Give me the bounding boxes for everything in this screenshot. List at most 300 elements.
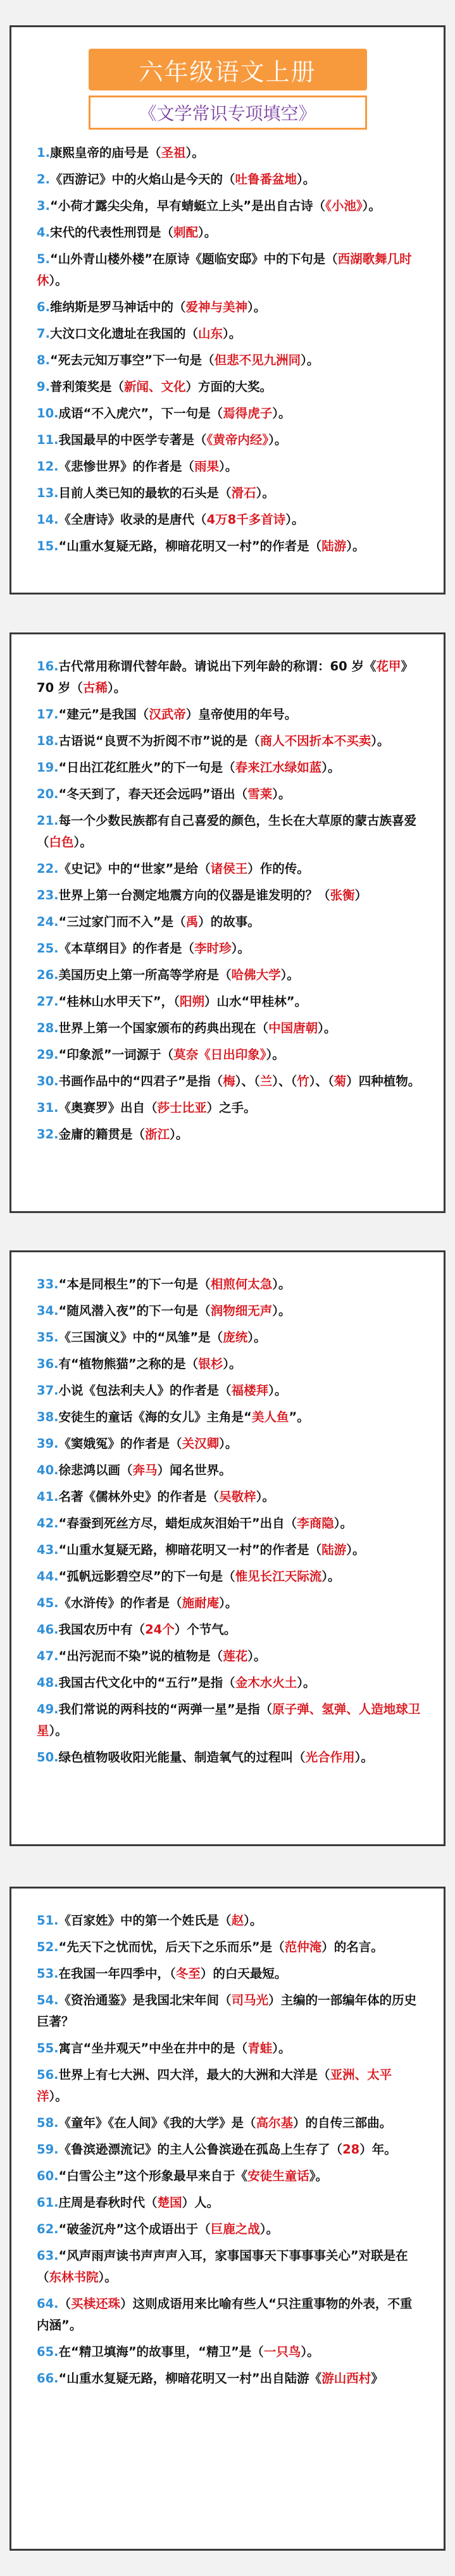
- answer-text: 李商隐: [297, 1516, 334, 1531]
- question-text: 《奥赛罗》出自（: [58, 1100, 158, 1115]
- question-item: [37, 1619, 422, 1641]
- question-text: ）山水“甲桂林”。: [204, 994, 308, 1009]
- answer-text: 买椟还珠: [71, 2296, 121, 2311]
- question-list: [11, 1889, 444, 2389]
- question-item: [37, 1963, 422, 1985]
- question-number: 8.: [37, 353, 50, 367]
- answer-text: 4万8千多首诗: [206, 512, 286, 527]
- question-text: “小荷才露尖尖角，早有蜻蜓立上头”是出自古诗（: [49, 199, 326, 213]
- question-number: 26.: [37, 968, 59, 982]
- answer-text: 28: [342, 2142, 360, 2157]
- answer-text: 汉武帝: [149, 707, 186, 722]
- question-number: 41.: [37, 1489, 59, 1504]
- question-text: 《悲惨世界》的作者是（: [58, 459, 195, 474]
- question-text: ）作的传。: [247, 861, 309, 876]
- question-number: 38.: [37, 1410, 59, 1424]
- question-text: ）。: [185, 145, 204, 160]
- question-text: “孤帆远影碧空尽”的下一句是（: [58, 1569, 235, 1584]
- question-number: 11.: [37, 433, 59, 447]
- question-item: [37, 2166, 422, 2187]
- answer-text: 雪莱: [247, 787, 273, 801]
- answer-text: 滑石: [231, 486, 256, 500]
- question-number: 18.: [37, 734, 59, 748]
- question-text: 书画作品中的“四君子”是指（: [58, 1074, 223, 1088]
- answer-text: 奔马: [132, 1463, 158, 1477]
- question-number: 60.: [37, 2169, 59, 2183]
- answer-text: 爱神与美神: [185, 300, 248, 314]
- question-text: “出污泥而不染”说的植物是（: [58, 1649, 223, 1663]
- question-text: ）。: [268, 1383, 287, 1398]
- question-item: [37, 1124, 422, 1145]
- question-text: ）、（: [309, 1074, 334, 1088]
- question-text: ）。: [280, 968, 299, 982]
- answer-text: 赵: [231, 1913, 244, 1928]
- question-text: ）这则成语用来比喻有些人“只注重事物的外表，不重内涵”。: [37, 2296, 413, 2333]
- question-text: 《全唐诗》收录的是唐代（: [58, 512, 207, 527]
- question-number: 52.: [37, 1940, 59, 1954]
- question-number: 61.: [37, 2195, 59, 2210]
- question-text: ）。: [244, 1913, 263, 1928]
- question-item: [37, 1460, 422, 1481]
- question-number: 53.: [37, 1966, 59, 1981]
- answer-text: 中国唐朝: [268, 1021, 318, 1035]
- section-card-4: [9, 1887, 446, 2551]
- question-text: ）闻名世界。: [157, 1463, 232, 1477]
- answer-text: 春来江水绿如蓝: [235, 760, 322, 775]
- question-text: ）皇帝使用的年号。: [185, 707, 297, 722]
- question-number: 59.: [37, 2142, 59, 2157]
- question-text: 我国最早的中医学专著是（: [58, 433, 207, 447]
- question-item: [37, 730, 422, 752]
- answer-text: 美人鱼: [251, 1410, 289, 1424]
- answer-text: 李时珍: [194, 941, 232, 956]
- question-number: 13.: [37, 486, 59, 500]
- answer-text: 莫奈《日出印象》: [173, 1047, 266, 1062]
- question-text: ）。: [321, 1569, 340, 1584]
- answer-text: 莲花: [223, 1649, 248, 1663]
- question-item: [37, 1646, 422, 1667]
- question-item: [37, 1990, 422, 2033]
- question-number: 2.: [37, 172, 50, 187]
- section-card-3: [9, 1250, 446, 1846]
- answer-text: 青蛙: [247, 2041, 273, 2055]
- question-text: ）的故事。: [198, 915, 260, 929]
- question-text: ”。: [289, 1410, 309, 1424]
- question-number: 58.: [37, 2116, 59, 2130]
- question-text: “随风潜入夜”的下一句是（: [58, 1303, 211, 1318]
- question-text: ）。: [346, 539, 365, 553]
- question-text: （: [58, 2296, 72, 2311]
- question-text: ）。: [301, 2345, 320, 2359]
- question-text: 《史记》中的“世家”是给（: [58, 861, 211, 876]
- question-text: ）的名言。: [321, 1940, 383, 1954]
- question-text: ）。: [321, 760, 340, 775]
- question-text: 世界上有七大洲、四大洋，最大的大洲和大洋是（: [58, 2068, 330, 2082]
- question-item: [37, 911, 422, 933]
- question-item: [37, 757, 422, 779]
- answer-text: 司马光: [231, 1993, 269, 2007]
- question-number: 66.: [37, 2371, 59, 2386]
- question-text: “山重水复疑无路，柳暗花明又一村”出自陆游《: [58, 2371, 322, 2386]
- question-text: ）。: [346, 1543, 365, 1557]
- answer-text: 菊: [333, 1074, 347, 1088]
- question-text: “建元”是我国（: [58, 707, 149, 722]
- answer-text: 施耐庵: [182, 1596, 220, 1610]
- question-item: [37, 1539, 422, 1561]
- question-number: 30.: [37, 1074, 59, 1088]
- answer-text: 惟见长江天际流: [235, 1569, 322, 1584]
- question-text: ）: [354, 888, 368, 903]
- question-item: [37, 1747, 422, 1768]
- answer-text: 西湖歌舞几时休: [37, 252, 412, 288]
- question-item: [37, 509, 422, 531]
- question-number: 7.: [37, 326, 50, 341]
- question-list: [11, 130, 444, 557]
- question-item: [37, 249, 422, 292]
- question-text: 我国农历中有（: [58, 1622, 146, 1637]
- answer-text: 刺配: [173, 225, 199, 240]
- question-text: ）。: [247, 300, 266, 314]
- question-item: [37, 656, 422, 699]
- question-number: 21.: [37, 813, 59, 828]
- question-number: 40.: [37, 1463, 59, 1477]
- question-number: 9.: [37, 379, 50, 394]
- question-text: ）。: [259, 2222, 278, 2236]
- question-number: 32.: [37, 1127, 59, 1142]
- answer-text: 高尔基: [256, 2116, 294, 2130]
- question-number: 55.: [37, 2041, 59, 2055]
- question-item: [37, 1327, 422, 1348]
- question-text: “白雪公主”这个形象最早来自于《: [58, 2169, 248, 2183]
- question-text: 《本草纲目》的作者是（: [58, 941, 195, 956]
- question-text: 世界上第一台测定地震方向的仪器是谁发明的？（: [58, 888, 330, 903]
- question-number: 25.: [37, 941, 59, 956]
- question-text: 我们常说的两科技的“两弹一星”是指（: [58, 1702, 273, 1716]
- question-text: 绿色植物吸收阳光能量、制造氧气的过程叫（: [58, 1750, 306, 1765]
- answer-text: 冬至: [175, 1966, 201, 1981]
- question-number: 35.: [37, 1330, 59, 1345]
- question-text: 古语说“良贾不为折阅不市”说的是（: [58, 734, 260, 748]
- question-item: [37, 2368, 422, 2389]
- question-text: 庄周是春秋时代（: [58, 2195, 158, 2210]
- question-number: 22.: [37, 861, 59, 876]
- answer-text: 商人不因折本不买卖: [259, 734, 371, 748]
- question-item: [37, 858, 422, 880]
- question-item: [37, 142, 422, 164]
- question-number: 12.: [37, 459, 59, 474]
- question-item: [37, 1274, 422, 1295]
- question-item: [37, 1566, 422, 1587]
- question-text: “冬天到了，春天还会远吗”语出（: [58, 787, 248, 801]
- question-item: [37, 991, 422, 1013]
- question-text: 世界上第一个国家颁布的药典出现在（: [58, 1021, 269, 1035]
- question-text: ）、（: [272, 1074, 297, 1088]
- question-text: 宋代的代表性刑罚是（: [49, 225, 173, 240]
- question-text: “先天下之忧而忧，后天下之乐而乐”是（: [58, 1940, 285, 1954]
- question-item: [37, 429, 422, 451]
- question-text: ）、（: [235, 1074, 260, 1088]
- question-item: [37, 885, 422, 906]
- question-text: ）。: [266, 1047, 285, 1062]
- question-text: “山重水复疑无路，柳暗花明又一村”的作者是（: [58, 1543, 322, 1557]
- question-number: 6.: [37, 300, 50, 314]
- question-item: [37, 1353, 422, 1375]
- answer-text: 哈佛大学: [231, 968, 281, 982]
- question-text: “日出江花红胜火”的下一句是（: [58, 760, 235, 775]
- answer-text: 庞统: [223, 1330, 248, 1345]
- question-number: 29.: [37, 1047, 59, 1062]
- question-text: 《百家姓》中的第一个姓氏是（: [58, 1913, 232, 1928]
- question-number: 15.: [37, 539, 59, 553]
- question-item: [37, 784, 422, 805]
- answer-text: 诸侯王: [210, 861, 248, 876]
- question-text: 美国历史上第一所高等学府是（: [58, 968, 232, 982]
- question-number: 4.: [37, 225, 50, 240]
- answer-text: 禹: [185, 915, 199, 929]
- answer-text: 白色: [49, 835, 74, 849]
- question-text: 《西游记》中的火焰山是今天的（: [49, 172, 235, 187]
- question-item: [37, 2112, 422, 2134]
- question-text: 目前人类已知的最软的石头是（: [58, 486, 232, 500]
- answer-text: 吐鲁番盆地: [235, 172, 297, 187]
- question-text: ）。: [247, 1649, 266, 1663]
- question-item: [37, 456, 422, 478]
- answer-text: 古稀: [82, 681, 108, 695]
- question-number: 37.: [37, 1383, 59, 1398]
- question-text: ）。: [223, 1357, 242, 1371]
- question-text: “风声雨声读书声声声入耳，家事国事天下事事事关心”对联是在（: [37, 2248, 408, 2284]
- question-text: 》: [371, 2371, 383, 2386]
- question-text: 古代常用称谓代替年龄。请说出下列年龄的称谓：60 岁《: [58, 659, 377, 674]
- answer-text: 原子弹、氢弹、人造地球卫星: [37, 1702, 421, 1738]
- answer-text: 《小池》: [325, 199, 363, 213]
- question-item: [37, 2064, 422, 2107]
- question-number: 1.: [37, 145, 50, 160]
- section-card-1: [9, 25, 446, 595]
- question-list: [11, 1252, 444, 1768]
- answer-text: 安徒生童话: [247, 2169, 309, 2183]
- answer-text: 浙江: [145, 1127, 170, 1142]
- question-text: “山外青山楼外楼”在原诗《题临安邸》中的下句是（: [49, 252, 338, 266]
- question-text: ）。: [301, 353, 320, 367]
- question-text: ）。: [219, 1436, 238, 1451]
- question-text: 我国古代文化中的“五行”是指（: [58, 1675, 235, 1690]
- question-number: 23.: [37, 888, 59, 903]
- question-number: 14.: [37, 512, 59, 527]
- question-number: 42.: [37, 1516, 59, 1531]
- question-number: 20.: [37, 787, 59, 801]
- answer-text: 雨果: [194, 459, 220, 474]
- answer-text: 兰: [259, 1074, 273, 1088]
- question-item: [37, 2219, 422, 2240]
- question-text: ）。: [297, 172, 316, 187]
- question-item: [37, 169, 422, 190]
- answer-text: 焉得虎子: [223, 406, 273, 421]
- question-text: 小说《包法利夫人》的作者是（: [58, 1383, 232, 1398]
- question-item: [37, 323, 422, 345]
- answer-text: 游山西村: [321, 2371, 371, 2386]
- question-text: 普利策奖是（: [49, 379, 124, 394]
- question-text: 名著《儒林外史》的作者是（: [58, 1489, 220, 1504]
- answer-text: 陆游: [321, 1543, 347, 1557]
- question-text: 大汶口文化遗址在我国的（: [49, 326, 198, 341]
- question-number: 45.: [37, 1596, 59, 1610]
- question-item: [37, 1300, 422, 1322]
- question-text: ）。: [223, 326, 242, 341]
- answer-text: 东林书院: [49, 2270, 99, 2284]
- question-text: “三过家门而不入”是（: [58, 915, 186, 929]
- question-number: 64.: [37, 2296, 59, 2311]
- answer-text: 竹: [297, 1074, 309, 1088]
- question-item: [37, 938, 422, 959]
- question-item: [37, 1044, 422, 1066]
- question-item: [37, 964, 422, 986]
- question-text: ）。: [272, 2041, 291, 2055]
- question-text: 每一个少数民族都有自己喜爱的颜色，生长在大草原的蒙古族喜爱（: [37, 813, 417, 849]
- question-text: ）。: [198, 225, 217, 240]
- question-item: [37, 2293, 422, 2336]
- question-item: [37, 2341, 422, 2363]
- question-item: [37, 1699, 422, 1742]
- question-text: 《三国演义》中的“凤雏”是（: [58, 1330, 223, 1345]
- question-item: [37, 1071, 422, 1092]
- question-text: 金庸的籍贯是（: [58, 1127, 146, 1142]
- answer-text: 但悲不见九洲同: [214, 353, 301, 367]
- question-text: ）。: [318, 1021, 337, 1035]
- answer-text: 《黄帝内经》: [206, 433, 269, 447]
- question-text: 在“精卫填海”的故事里，“精卫”是（: [58, 2345, 264, 2359]
- question-text: 有“植物熊猫”之称的是（: [58, 1357, 199, 1371]
- question-item: [37, 195, 422, 217]
- answer-text: 山东: [198, 326, 223, 341]
- question-list: [11, 634, 444, 1145]
- question-text: ）。: [272, 1277, 291, 1291]
- question-text: ）。: [272, 406, 291, 421]
- question-number: 27.: [37, 994, 59, 1009]
- answer-text: 福楼拜: [231, 1383, 269, 1398]
- question-item: [37, 350, 422, 371]
- question-item: [37, 2192, 422, 2214]
- question-number: 65.: [37, 2345, 59, 2359]
- answer-text: 润物细无声: [210, 1303, 273, 1318]
- question-number: 48.: [37, 1675, 59, 1690]
- answer-text: 金木水火土: [235, 1675, 297, 1690]
- question-number: 54.: [37, 1993, 59, 2007]
- question-number: 19.: [37, 760, 59, 775]
- question-text: 成语“不入虎穴”，下一句是（: [58, 406, 223, 421]
- question-number: 10.: [37, 406, 59, 421]
- question-item: [37, 1380, 422, 1402]
- question-text: ）。: [371, 734, 390, 748]
- question-text: ）。: [268, 433, 287, 447]
- answer-text: 莎士比亚: [157, 1100, 207, 1115]
- question-text: ）。: [219, 1596, 238, 1610]
- question-text: ）。: [49, 1723, 68, 1738]
- question-text: ）。: [49, 273, 68, 288]
- question-text: “印象派”一词源于（: [58, 1047, 174, 1062]
- question-text: “山重水复疑无路，柳暗花明又一村”的作者是（: [58, 539, 322, 553]
- question-item: [37, 1097, 422, 1119]
- question-item: [37, 222, 422, 243]
- question-text: 《窦娥冤》的作者是（: [58, 1436, 182, 1451]
- question-item: [37, 2245, 422, 2288]
- question-text: ）。: [231, 941, 250, 956]
- answer-text: 张衡: [330, 888, 355, 903]
- question-item: [37, 483, 422, 504]
- question-text: ）个节气。: [174, 1622, 237, 1637]
- question-text: ）。: [272, 1303, 291, 1318]
- answer-text: 圣祖: [161, 145, 186, 160]
- answer-text: 亚洲、太平洋: [37, 2068, 392, 2104]
- answer-text: 一只鸟: [263, 2345, 301, 2359]
- question-item: [37, 1407, 422, 1428]
- question-number: 17.: [37, 707, 59, 722]
- question-text: ）的白天最短。: [200, 1966, 287, 1981]
- question-item: [37, 1433, 422, 1455]
- question-text: 《资治通鉴》是我国北宋年间（: [58, 1993, 232, 2007]
- question-item: [37, 2038, 422, 2059]
- question-number: 49.: [37, 1702, 59, 1716]
- question-text: 《鲁滨逊漂流记》的主人公鲁滨逊在孤岛上生存了（: [58, 2142, 343, 2157]
- question-text: ）主编的一部编年体的历史巨著？: [37, 1993, 417, 2029]
- question-text: “破釜沉舟”这个成语出于（: [58, 2222, 211, 2236]
- question-text: ）四种植物。: [346, 1074, 421, 1088]
- answer-text: 光合作用: [305, 1750, 355, 1765]
- question-item: [37, 403, 422, 424]
- question-item: [37, 536, 422, 557]
- question-number: 50.: [37, 1750, 59, 1765]
- question-item: [37, 1513, 422, 1534]
- question-text: ）年。: [359, 2142, 397, 2157]
- answer-text: 阳朔: [179, 994, 204, 1009]
- question-item: [37, 1486, 422, 1508]
- question-item: [37, 376, 422, 398]
- question-number: 44.: [37, 1569, 59, 1584]
- answer-text: 新闻、文化: [124, 379, 186, 394]
- question-item: [37, 1937, 422, 1958]
- answer-text: 关汉卿: [182, 1436, 220, 1451]
- question-number: 56.: [37, 2068, 59, 2082]
- question-text: 在我国一年四季中，（: [58, 1966, 176, 1981]
- question-text: ）。: [170, 1127, 189, 1142]
- question-text: ）方面的大奖。: [185, 379, 273, 394]
- question-number: 39.: [37, 1436, 59, 1451]
- question-number: 24.: [37, 915, 59, 929]
- question-text: ）。: [297, 1675, 316, 1690]
- question-text: ）。: [49, 2089, 68, 2104]
- question-number: 34.: [37, 1303, 59, 1318]
- question-text: 康熙皇帝的庙号是（: [49, 145, 161, 160]
- question-text: 徐悲鸿以画（: [58, 1463, 133, 1477]
- question-number: 46.: [37, 1622, 59, 1637]
- question-number: 36.: [37, 1357, 59, 1371]
- answer-text: 花甲: [376, 659, 401, 674]
- question-text: 》70 岁（: [37, 659, 414, 695]
- question-item: [37, 2139, 422, 2160]
- question-item: [37, 1910, 422, 1932]
- question-text: ）。: [107, 681, 127, 695]
- question-number: 5.: [37, 252, 50, 266]
- question-number: 16.: [37, 659, 59, 674]
- question-text: “春蚕到死丝方尽，蜡炬成灰泪始干”出自（: [58, 1516, 297, 1531]
- answer-text: 相煎何太急: [210, 1277, 273, 1291]
- question-text: “本是同根生”的下一句是（: [58, 1277, 211, 1291]
- question-number: 33.: [37, 1277, 59, 1291]
- question-text: 维纳斯是罗马神话中的（: [49, 300, 186, 314]
- question-text: ）。: [354, 1750, 373, 1765]
- question-number: 43.: [37, 1543, 59, 1557]
- question-item: [37, 1018, 422, 1039]
